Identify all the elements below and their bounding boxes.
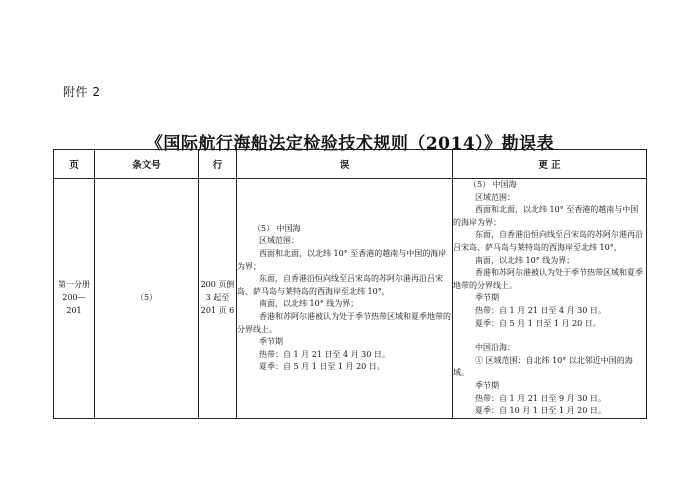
correction-line: ① 区域范围：自北纬 10° 以北邻近中国的海域。 xyxy=(453,355,633,378)
correction-line: 季节期 xyxy=(475,293,499,303)
correction-line: 南面，以北纬 10° 线为界； xyxy=(475,255,575,265)
correction-line: 东面，自香港沿恒向线至吕宋岛的苏阿尔港再沿吕宋岛、萨马岛与莱特岛的西海岸至北纬 10°， xyxy=(453,230,643,252)
correction-line: 中国沿海： xyxy=(475,343,515,353)
correction-line: 夏季：自 5 月 1 日至 1 月 20 日。 xyxy=(475,318,601,328)
error-line: 南面，以北纬 10° 线为界； xyxy=(259,299,359,309)
cell-clause: （5） xyxy=(95,179,199,419)
correction-line: 热带：自 1 月 21 日至 4 月 30 日。 xyxy=(475,305,606,315)
cell-line xyxy=(199,179,237,419)
cell-error xyxy=(237,179,453,419)
header-line: 行 xyxy=(199,150,237,179)
correction-line: 夏季：自 10 月 1 日至 1 月 20 日。 xyxy=(475,406,606,416)
table-header-row xyxy=(54,150,647,179)
header-error: 误 xyxy=(237,150,453,179)
error-line: 夏季：自 5 月 1 日至 1 月 20 日。 xyxy=(259,362,385,372)
header-correction: 更 正 xyxy=(453,150,647,179)
document-title: 《国际航行海船法定检验技术规则（2014）》勘误表 xyxy=(145,134,555,154)
error-line: （5） 中国海 xyxy=(253,223,301,233)
correction-line: 香港和苏阿尔港被认为处于季节热带区域和夏季地带的分界线上。 xyxy=(453,268,643,290)
correction-line: 西面和北面，以北纬 10° 至香港的越南与中国的海岸为界； xyxy=(453,205,639,227)
cell-correction xyxy=(453,179,647,419)
header-clause: 条文号 xyxy=(95,150,199,179)
line-value: 200 页倒 3 起至 201 页 6 xyxy=(200,280,235,315)
attachment-label: 附件 2 xyxy=(63,85,101,99)
correction-line: 热带：自 1 月 21 日至 9 月 30 日。 xyxy=(475,393,606,403)
header-page: 页 xyxy=(54,150,95,179)
error-line: 季节期 xyxy=(259,337,283,347)
error-line: 东面，自香港沿恒向线至吕宋岛的苏阿尔港再沿吕宋岛、萨马岛与莱特岛的西海岸至北纬 10°， xyxy=(237,274,443,296)
correction-line: 区域范围： xyxy=(475,192,515,202)
correction-line: 季节期 xyxy=(475,380,499,390)
error-line: 香港和苏阿尔港被认为处于季节热带区域和夏季地带的分界线上。 xyxy=(237,311,451,334)
error-line: 热带：自 1 月 21 日至 4 月 30 日。 xyxy=(259,349,390,359)
correction-line: （5） 中国海 xyxy=(469,180,517,189)
page-value: 第一分册 200—201 xyxy=(58,280,90,315)
errata-table xyxy=(53,149,647,419)
table-row xyxy=(54,179,647,419)
spacer xyxy=(453,330,646,342)
cell-page xyxy=(54,179,95,419)
error-line: 区域范围： xyxy=(259,236,299,246)
error-line: 西面和北面，以北纬 10° 至香港的越南与中国的海岸为界； xyxy=(237,248,447,271)
